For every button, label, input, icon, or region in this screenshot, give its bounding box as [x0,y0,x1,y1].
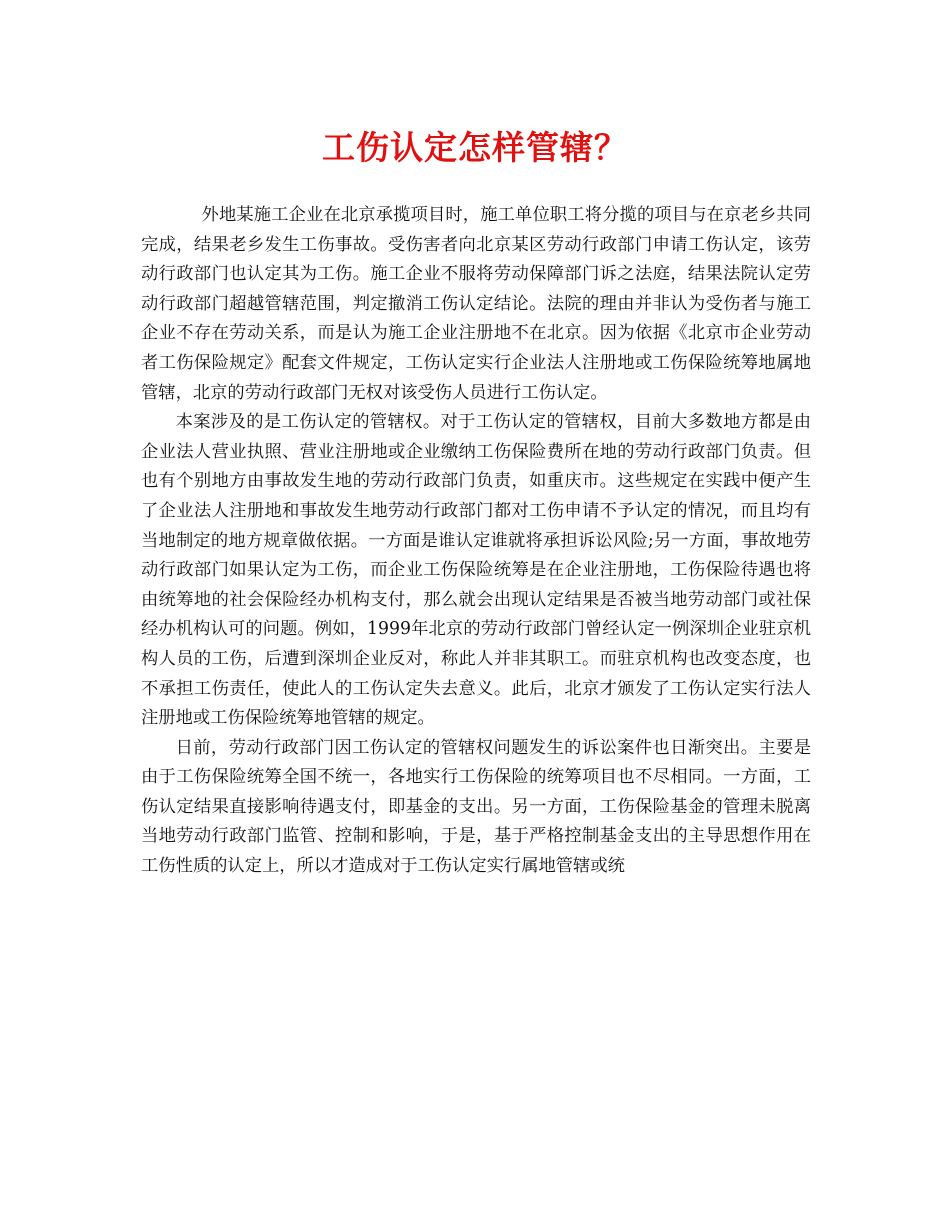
document-body [141,201,811,882]
paragraph-3: 日前，劳动行政部门因工伤认定的管辖权问题发生的诉讼案件也日渐突出。主要是由于工伤保险统筹全国不统一，各地实行工伤保险的统筹项目也不尽相同。一方面，工伤认定结果直接影响待遇支付，即基金的支出。另一方面，工伤保险基金的管理未脱离当地劳动行政部门监管、控制和影响，于是，基于严格控制基金支出的主导思想作用在工伤性质的认定上，所以才造成对于工伤认定实行属地管辖或统 [141,737,811,877]
paragraph-2: 本案涉及的是工伤认定的管辖权。对于工伤认定的管辖权，目前大多数地方都是由企业法人营业执照、营业注册地或企业缴纳工伤保险费所在地的劳动行政部门负责。但也有个别地方由事故发生地的劳动行政部门负责，如重庆市。这些规定在实践中便产生了企业法人注册地和事故发生地劳动行政部门都对工伤申请不予认定的情况，而且均有当地制定的地方规章做依据。一方面是谁认定谁就将承担诉讼风险;另一方面，事故地劳动行政部门如果认定为工伤，而企业工伤保险统筹是在企业注册地，工伤保险待遇也将由统筹地的社会保险经办机构支付，那么就会出现认定结果是否被当地劳动部门或社保经办机构认可的问题。例如，1999年北京的劳动行政部门曾经认定一例深圳企业驻京机构人员的工伤，后遭到深圳企业反对，称此人并非其职工。而驻京机构也改变态度，也不承担工伤责任，使此人的工伤认定失去意义。此后，北京才颁发了工伤认定实行法人注册地或工伤保险统筹地管辖的规定。 [141,412,811,729]
paragraph-1: 外地某施工企业在北京承揽项目时，施工单位职工将分揽的项目与在京老乡共同完成，结果老乡发生工伤事故。受伤害者向北京某区劳动行政部门申请工伤认定，该劳动行政部门也认定其为工伤。施工企业不服将劳动保障部门诉之法庭，结果法院认定劳动行政部门超越管辖范围，判定撤消工伤认定结论。法院的理由并非认为受伤者与施工企业不存在劳动关系，而是认为施工企业注册地不在北京。因为依据《北京市企业劳动者工伤保险规定》配套文件规定，工伤认定实行企业法人注册地或工伤保险统筹地属地管辖，北京的劳动行政部门无权对该受伤人员进行工伤认定。 [141,205,811,403]
document-title: 工伤认定怎样管辖？ [322,128,628,167]
